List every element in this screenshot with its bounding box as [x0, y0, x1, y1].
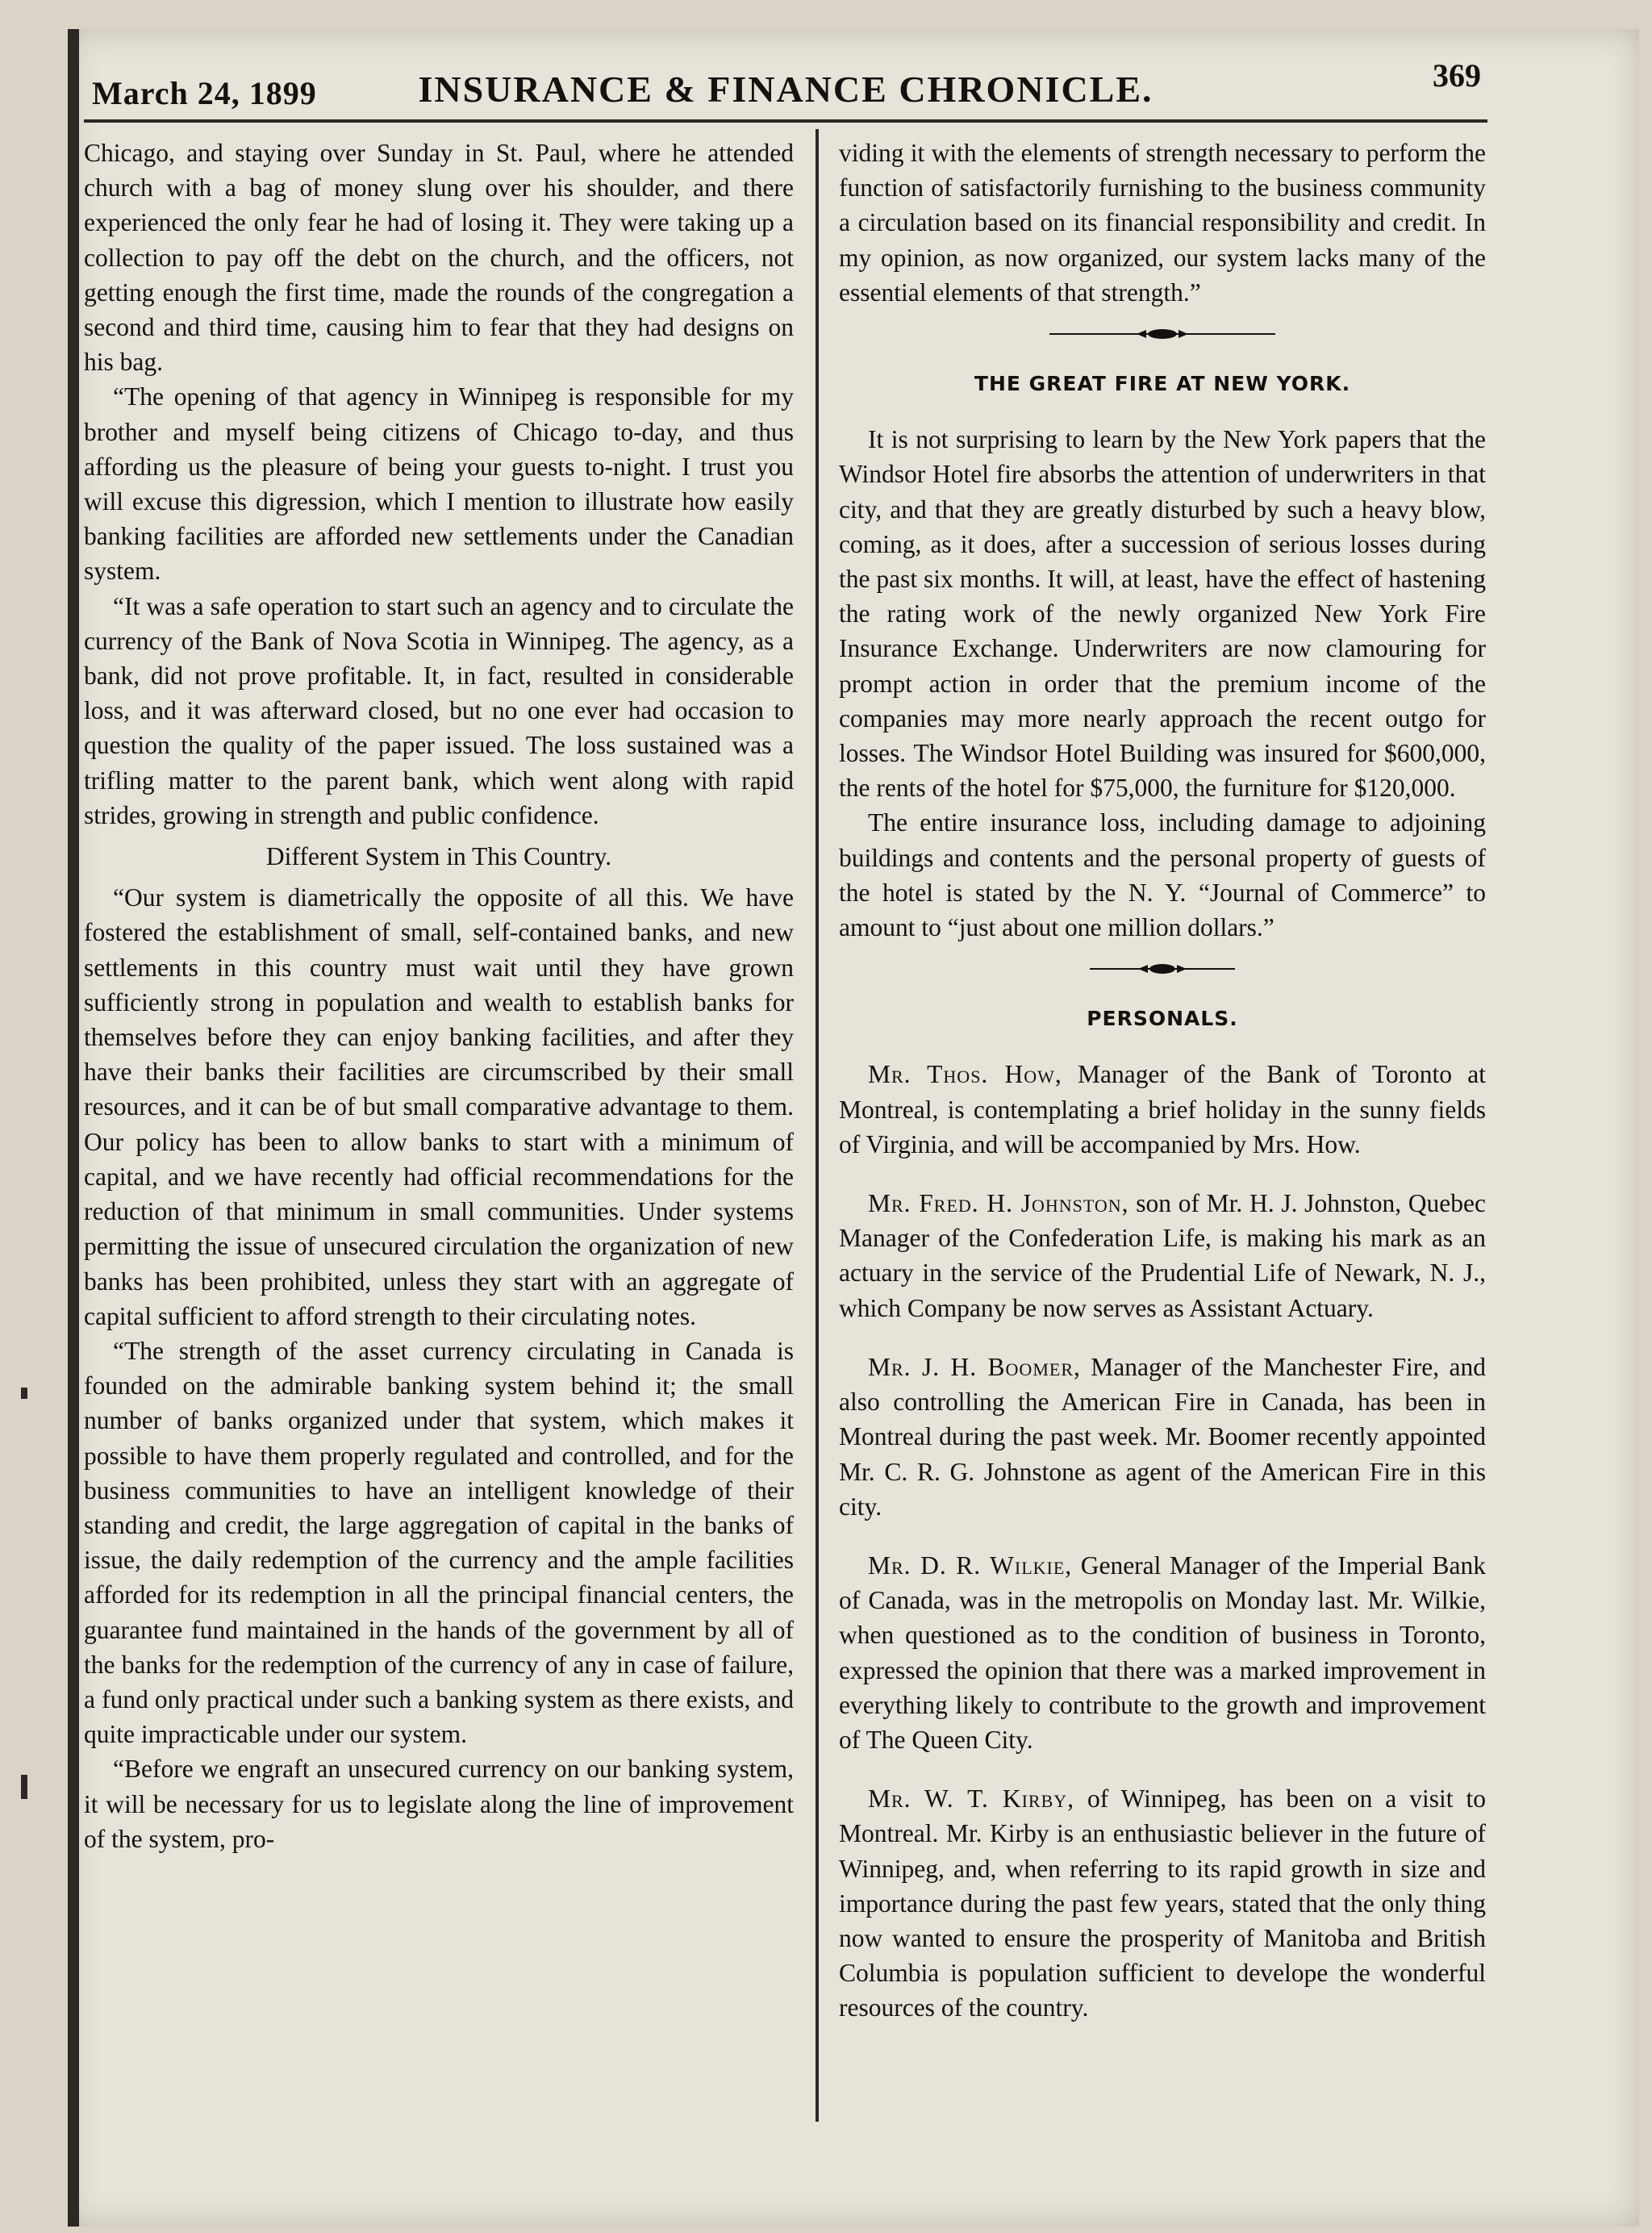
issue-date: March 24, 1899 — [92, 75, 317, 111]
paragraph: “It was a safe operation to start such an agency and to circulate the currency of the Bank of Nova Scotia in Winnipeg. The agency, as a bank, did not prove profitable. It, in fact, resulted in considerable loss, and it was afterward closed, but no one ever had occasion to question the quality of the paper issued. The loss sustained was a trifling matter to the parent bank, which went along with rapid strides, growing in strength and public confidence. — [84, 591, 794, 829]
person-name: Mr. J. H. Boomer, — [868, 1352, 1081, 1381]
person-name: Mr. Thos. How, — [868, 1060, 1062, 1089]
header-rule — [84, 119, 1487, 123]
page-number: 369 — [1433, 57, 1481, 94]
section-ornament — [1049, 324, 1275, 344]
subheading: Different System in This Country. — [265, 842, 612, 871]
personal-text: of Winnipeg, has been on a visit to Montreal. Mr. Kirby is an enthusiastic believer in the future of Winnipeg, and, when referring to its rapid growth in size and importance during the past few years, stated that the only thing now wanted to ensure the prosperity of Manitoba and British Columbia is population sufficient to develope the wonderful resources of the country. — [839, 1784, 1486, 2022]
paragraph: “The strength of the asset currency circulating in Canada is founded on the admirable banking system behind it; the small number of banks organized under that system, which makes it possible to have them properly regulated and controlled, and for the business communities to have an intelligent knowledge of their standing and credit, the large aggregation of capital in the banks of issue, the daily redemption of the currency and the ample facilities afforded for its redemption in all the principal financial centers, the guarantee fund maintained in the hands of the government by all of the banks for the redemption of the currency of any in case of failure, a fund only practical under such a banking system as there exists, and quite impracticable under our system. — [84, 1336, 794, 1749]
person-name: Mr. W. T. Kirby, — [868, 1784, 1075, 1814]
personal-text: Manager of the Bank of Toronto at Montreal, is contemplating a brief holiday in the sunny fields of Virginia, and will be accompanied by Mrs. How. — [839, 1060, 1486, 1158]
personal-text: Manager of the Manchester Fire, and also controlling the American Fire in Canada, has been in Montreal during the past week. Mr. Boomer recently appointed Mr. C. R. G. Johnstone as agent of the American Fire in this city. — [839, 1352, 1486, 1521]
person-name: Mr. D. R. Wilkie, — [868, 1551, 1073, 1580]
person-name: Mr. Fred. H. Johnston, — [868, 1189, 1129, 1218]
margin-mark — [21, 1775, 27, 1799]
personal-item — [839, 1548, 1486, 1757]
publication-title: INSURANCE & FINANCE CHRONICLE. — [418, 69, 1153, 110]
personal-text: General Manager of the Imperial Bank of Canada, was in the metropolis on Monday last. Mr. Wilkie, when questioned as to the condition of business in Toronto, expressed the opinion that there was a marked improvement in everything likely to contribute to the growth and improvement of The Queen City. — [839, 1551, 1486, 1754]
paragraph: “The opening of that agency in Winnipeg is responsible for my brother and myself being citizens of Chicago to-day, and thus affording us the pleasure of being your guests to-night. I trust you will excuse this digression, which I mention to illustrate how easily banking facilities are afforded new settlements under the Canadian system. — [84, 382, 794, 586]
personal-item — [839, 1350, 1486, 1524]
binding-edge — [68, 29, 79, 2227]
column-divider — [816, 129, 819, 2122]
personal-item — [839, 1781, 1486, 2025]
margin-mark — [21, 1388, 27, 1399]
paragraph: “Before we engraft an unsecured currency on our banking system, it will be necessary for us to legislate along the line of improvement of the system, pro- — [84, 1755, 794, 1853]
personal-item — [839, 1057, 1486, 1162]
left-column — [84, 136, 794, 1856]
paragraph: Chicago, and staying over Sunday in St. Paul, where he attended church with a bag of money slung over his shoulder, and there experienced the only fear he had of losing it. They were taking up a collection to pay off the debt on the church, and the officers, not getting enough the first time, made the rounds of the congregation a second and third time, causing him to fear that they had designs on his bag. — [84, 139, 794, 377]
personal-text: son of Mr. H. J. Johnston, Quebec Manager of the Confederation Life, is making his mark as an actuary in the service of the Prudential Life of Newark, N. J., which Company be now serves as Assistant Actuary. — [839, 1189, 1486, 1322]
section-ornament — [1090, 959, 1235, 979]
right-column — [839, 136, 1486, 2026]
personals-heading: PERSONALS. — [1087, 1007, 1238, 1031]
paragraph: The entire insurance loss, including damage to adjoining buildings and contents and the personal property of guests of the hotel is stated by the N. Y. “Journal of Commerce” to amount to “just about one million dollars.” — [839, 808, 1486, 942]
paragraph: “Our system is diametrically the opposite of all this. We have fostered the establishment of small, self-contained banks, and new settlements in this country must wait until they have grown sufficiently strong in population and wealth to establish banks for themselves before they can enjoy banking facilities, and after they have their banks their facilities are circumscribed by their small resources, and it can be of but small comparative advantage to them. Our policy has been to allow banks to start with a minimum of capital, and we have recently had official recommendations for the reduction of that minimum in small communities. Under systems permitting the issue of unsecured circulation the organization of new banks has been prohibited, unless they start with an aggregate of capital sufficient to afford strength to their circulating notes. — [84, 883, 794, 1330]
paragraph: viding it with the elements of strength necessary to perform the function of satisfactorily furnishing to the business community a circulation based on its financial responsibility and credit. In my opinion, as now organized, our system lacks many of the essential elements of that strength.” — [839, 139, 1486, 307]
personal-item — [839, 1186, 1486, 1325]
paragraph: It is not surprising to learn by the New York papers that the Windsor Hotel fire absorbs the attention of underwriters in that city, and that they are greatly disturbed by such a heavy blow, coming, as it does, after a succession of serious losses during the past six months. It will, at least, have the effect of hastening the rating work of the newly organized New York Fire Insurance Exchange. Underwriters are now clamouring for prompt action in order that the premium income of the companies may more nearly approach the recent outgo for losses. The Windsor Hotel Building was insured for $600,000, the rents of the hotel for $75,000, the furniture for $120,000. — [839, 425, 1486, 803]
page-header — [84, 56, 1487, 115]
fire-heading: THE GREAT FIRE AT NEW YORK. — [974, 372, 1351, 396]
